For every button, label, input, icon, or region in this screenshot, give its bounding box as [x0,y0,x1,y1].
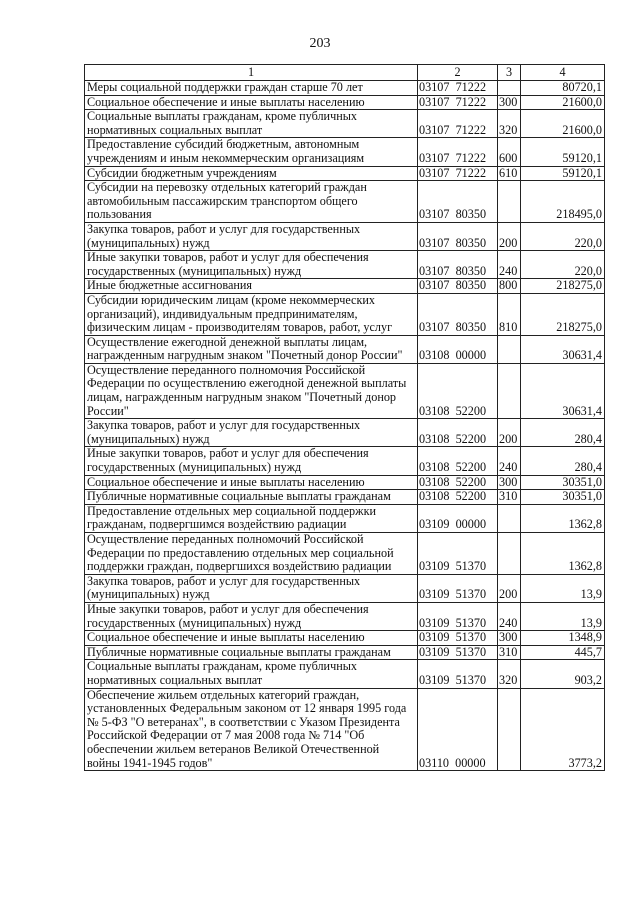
row-name: Меры социальной поддержки граждан старше 70 лет [85,81,418,96]
row-expense-type: 320 [498,660,521,688]
budget-table [84,64,605,771]
page-number: 203 [309,36,331,51]
row-expense-type: 610 [498,166,521,181]
table-row [85,688,605,771]
row-expense-type: 320 [498,110,521,138]
table-row [85,602,605,630]
row-expense-type: 240 [498,447,521,475]
row-name: Субсидии юридическим лицам (кроме некоммерческих организаций), индивидуальным предпринимателям, физическим лицам - производителям товаров, работ, услуг [85,293,418,335]
row-code: 03107 80350 [418,293,498,335]
row-expense-type: 300 [498,95,521,110]
row-expense-type [498,688,521,771]
row-name: Осуществление переданного полномочия Российской Федерации по осуществлению ежегодной денежной выплаты лицам, награжденным нагрудным знаком "Почетный донор России" [85,363,418,418]
row-expense-type: 200 [498,574,521,602]
table-row [85,574,605,602]
row-amount: 220,0 [521,251,605,279]
row-name: Закупка товаров, работ и услуг для государственных (муниципальных) нужд [85,222,418,250]
row-code: 03108 52200 [418,490,498,505]
row-code: 03107 71222 [418,166,498,181]
table-row [85,631,605,646]
table-row [85,490,605,505]
row-code: 03109 51370 [418,574,498,602]
row-code: 03109 51370 [418,602,498,630]
row-amount: 13,9 [521,574,605,602]
row-expense-type: 200 [498,222,521,250]
row-amount: 218495,0 [521,181,605,223]
row-code: 03108 52200 [418,419,498,447]
header-col-3: 3 [498,65,521,81]
row-name: Закупка товаров, работ и услуг для государственных (муниципальных) нужд [85,419,418,447]
row-amount: 903,2 [521,660,605,688]
row-amount: 13,9 [521,602,605,630]
table-row [85,222,605,250]
row-code: 03107 71222 [418,95,498,110]
row-name: Субсидии на перевозку отдельных категорий граждан автомобильным пассажирским транспортом общего пользования [85,181,418,223]
row-code: 03107 80350 [418,222,498,250]
row-expense-type: 810 [498,293,521,335]
row-name: Социальное обеспечение и иные выплаты населению [85,631,418,646]
row-name: Осуществление переданных полномочий Российской Федерации по предоставлению отдельных мер социальной поддержки граждан, подвергшихся воздействию радиации [85,533,418,575]
row-name: Публичные нормативные социальные выплаты гражданам [85,490,418,505]
row-expense-type: 300 [498,475,521,490]
row-expense-type: 200 [498,419,521,447]
row-name: Социальное обеспечение и иные выплаты населению [85,475,418,490]
row-amount: 1362,8 [521,504,605,532]
row-name: Публичные нормативные социальные выплаты гражданам [85,645,418,660]
row-amount: 30631,4 [521,363,605,418]
row-code: 03108 52200 [418,363,498,418]
header-row [85,65,605,81]
row-amount: 21600,0 [521,95,605,110]
table-row [85,138,605,166]
row-expense-type: 800 [498,279,521,294]
row-expense-type [498,81,521,96]
row-amount: 30351,0 [521,475,605,490]
row-name: Осуществление ежегодной денежной выплаты лицам, награжденным нагрудным знаком "Почетный донор России" [85,335,418,363]
row-amount: 30631,4 [521,335,605,363]
row-amount: 445,7 [521,645,605,660]
table-row [85,251,605,279]
row-amount: 59120,1 [521,166,605,181]
row-code: 03107 71222 [418,110,498,138]
table-row [85,419,605,447]
row-name: Социальные выплаты гражданам, кроме публичных нормативных социальных выплат [85,660,418,688]
row-name: Предоставление субсидий бюджетным, автономным учреждениям и иным некоммерческим организациям [85,138,418,166]
row-name: Предоставление отдельных мер социальной поддержки гражданам, подвергшимся воздействию радиации [85,504,418,532]
row-amount: 220,0 [521,222,605,250]
row-code: 03107 71222 [418,81,498,96]
row-code: 03107 80350 [418,279,498,294]
row-code: 03109 51370 [418,533,498,575]
row-amount: 59120,1 [521,138,605,166]
row-code: 03108 52200 [418,447,498,475]
row-expense-type: 240 [498,602,521,630]
row-expense-type: 600 [498,138,521,166]
row-name: Социальное обеспечение и иные выплаты населению [85,95,418,110]
table-row [85,166,605,181]
row-expense-type: 240 [498,251,521,279]
table-row [85,447,605,475]
row-code: 03109 51370 [418,631,498,646]
row-name: Субсидии бюджетным учреждениям [85,166,418,181]
row-amount: 21600,0 [521,110,605,138]
row-amount: 1362,8 [521,533,605,575]
row-amount: 280,4 [521,419,605,447]
row-name: Иные бюджетные ассигнования [85,279,418,294]
table-row [85,95,605,110]
row-expense-type: 310 [498,645,521,660]
row-amount: 280,4 [521,447,605,475]
header-col-1: 1 [85,65,418,81]
table-row [85,335,605,363]
row-expense-type [498,335,521,363]
row-name: Иные закупки товаров, работ и услуг для обеспечения государственных (муниципальных) нужд [85,447,418,475]
row-expense-type [498,363,521,418]
table-row [85,81,605,96]
row-code: 03107 80350 [418,251,498,279]
row-code: 03108 00000 [418,335,498,363]
row-amount: 218275,0 [521,293,605,335]
row-expense-type [498,504,521,532]
table-row [85,181,605,223]
table-row [85,293,605,335]
row-amount: 1348,9 [521,631,605,646]
row-code: 03110 00000 [418,688,498,771]
table-row [85,533,605,575]
row-expense-type: 310 [498,490,521,505]
row-expense-type: 300 [498,631,521,646]
row-code: 03107 71222 [418,138,498,166]
header-col-4: 4 [521,65,605,81]
row-amount: 3773,2 [521,688,605,771]
row-name: Закупка товаров, работ и услуг для государственных (муниципальных) нужд [85,574,418,602]
row-name: Иные закупки товаров, работ и услуг для обеспечения государственных (муниципальных) нужд [85,602,418,630]
row-code: 03108 52200 [418,475,498,490]
row-code: 03109 00000 [418,504,498,532]
row-name: Иные закупки товаров, работ и услуг для обеспечения государственных (муниципальных) нужд [85,251,418,279]
table-row [85,110,605,138]
row-name: Обеспечение жильем отдельных категорий граждан, установленных Федеральным законом от 12 января 1995 года № 5-ФЗ "О ветеранах", в соответствии с Указом Президента Российской Федерации от 7 мая 2008 года № 714 "Об обеспечении жильем ветеранов Великой Отечественной войны 1941-1945 годов" [85,688,418,771]
row-amount: 30351,0 [521,490,605,505]
row-expense-type [498,181,521,223]
table-row [85,504,605,532]
table-row [85,475,605,490]
row-code: 03109 51370 [418,660,498,688]
header-col-2: 2 [418,65,498,81]
table-row [85,279,605,294]
table-row [85,660,605,688]
row-code: 03107 80350 [418,181,498,223]
table-row [85,363,605,418]
row-name: Социальные выплаты гражданам, кроме публичных нормативных социальных выплат [85,110,418,138]
row-amount: 80720,1 [521,81,605,96]
row-expense-type [498,533,521,575]
row-code: 03109 51370 [418,645,498,660]
row-amount: 218275,0 [521,279,605,294]
table-row [85,645,605,660]
